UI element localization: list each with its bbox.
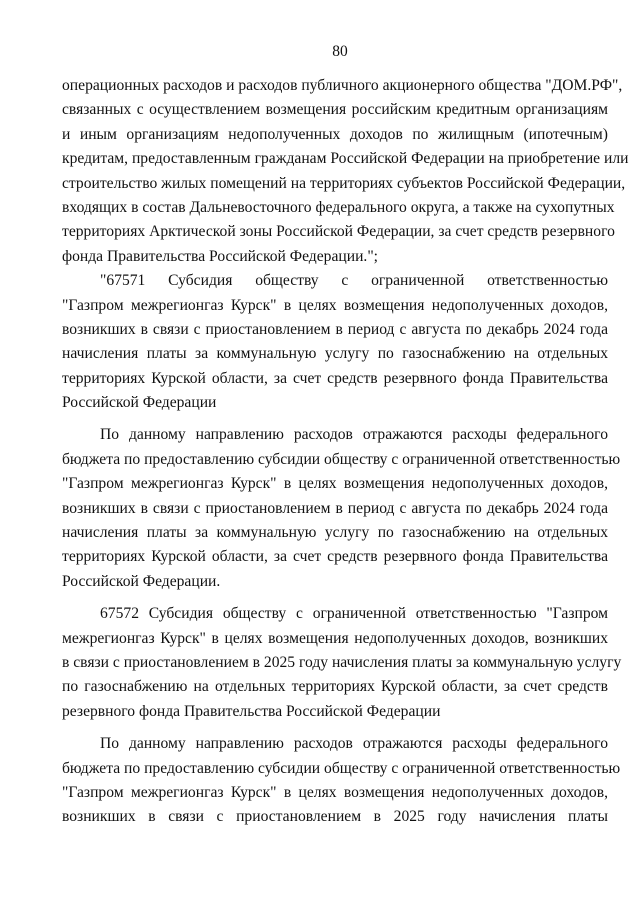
text-line: бюджета по предоставлению субсидии обществу с ограниченной ответственностью (62, 759, 621, 777)
text-line: По данному направлению расходов отражаются расходы федерального (100, 735, 608, 753)
text-line: фонда Правительства Российской Федерации."; (62, 247, 379, 265)
paragraph (62, 423, 621, 594)
text-line: возникших в связи с приостановлением в период с августа по декабрь 2024 года (62, 320, 608, 338)
text-line: в связи с приостановлением в 2025 году начисления платы за коммунальную услугу (62, 653, 622, 671)
document-body (62, 74, 629, 830)
paragraph (62, 602, 622, 724)
text-line: территориях Курской области, за счет средств резервного фонда Правительства (62, 548, 608, 566)
text-line: начисления платы за коммунальную услугу по газоснабжению на отдельных (62, 345, 608, 363)
text-line: по газоснабжению на отдельных территориях Курской области, за счет средств (62, 678, 608, 696)
text-line: "Газпром межрегионгаз Курск" в целях возмещения недополученных доходов, (62, 783, 608, 801)
text-line: входящих в состав Дальневосточного федерального округа, а также на сухопутных (62, 198, 615, 216)
text-line: Российской Федерации. (62, 572, 221, 590)
text-line: территориях Курской области, за счет средств резервного фонда Правительства (62, 369, 608, 387)
text-line: строительство жилых помещений на территориях субъектов Российской Федерации, (62, 174, 626, 192)
paragraph-gap (62, 415, 608, 423)
text-line: межрегионгаз Курск" в целях возмещения недополученных доходов, возникших (62, 629, 608, 647)
paragraph-gap (62, 594, 608, 602)
text-line: "Газпром межрегионгаз Курск" в целях возмещения недополученных доходов, (62, 475, 608, 493)
text-line: возникших в связи с приостановлением в 2025 году начисления платы (62, 808, 608, 826)
text-line: операционных расходов и расходов публичного акционерного общества "ДОМ.РФ", (62, 77, 623, 94)
paragraph (62, 269, 608, 415)
paragraph (62, 732, 621, 830)
text-line: Российской Федерации (62, 394, 217, 412)
text-line: территориях Арктической зоны Российской Федерации, за счет средств резервного (62, 223, 615, 241)
paragraph-gap (62, 724, 608, 732)
text-line: и иным организациям недополученных доходов по жилищным (ипотечным) (62, 125, 608, 143)
text-line: связанных с осуществлением возмещения российским кредитным организациям (62, 101, 608, 119)
text-line: бюджета по предоставлению субсидии обществу с ограниченной ответственностью (62, 450, 621, 468)
text-line: начисления платы за коммунальную услугу по газоснабжению на отдельных (62, 524, 608, 542)
page-number: 80 (332, 43, 348, 60)
text-line: "Газпром межрегионгаз Курск" в целях возмещения недополученных доходов, (62, 296, 608, 314)
text-line: 67572 Субсидия обществу с ограниченной ответственностью "Газпром (100, 605, 608, 623)
text-line: "67571 Субсидия обществу с ограниченной ответственностью (100, 272, 608, 290)
text-line: кредитам, предоставленным гражданам Российской Федерации на приобретение или (62, 150, 629, 168)
text-line: возникших в связи с приостановлением в период с августа по декабрь 2024 года (62, 499, 608, 517)
text-line: резервного фонда Правительства Российской Федерации (62, 702, 441, 720)
text-line: По данному направлению расходов отражаются расходы федерального (100, 426, 608, 444)
paragraph (62, 74, 629, 269)
